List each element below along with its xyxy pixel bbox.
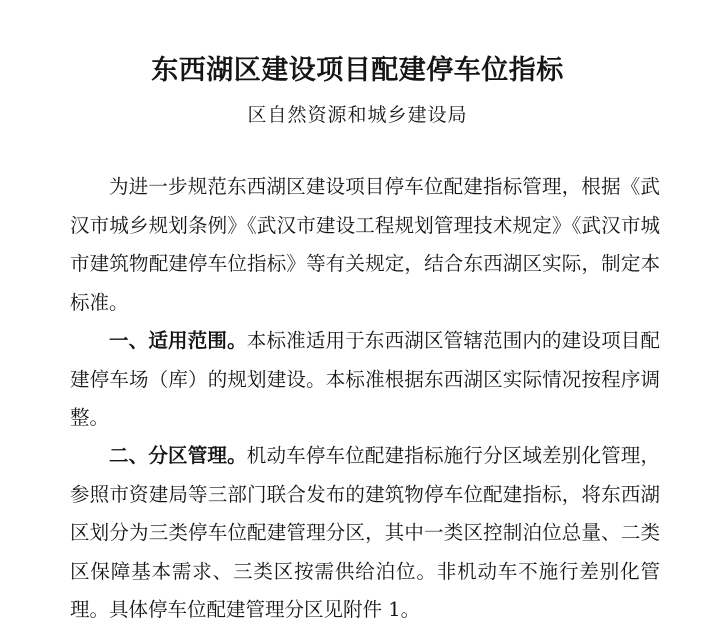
document-title: 东西湖区建设项目配建停车位指标 [151, 55, 564, 86]
document-issuer: 区自然资源和城乡建设局 [247, 104, 468, 126]
section-heading-zoning: 二、分区管理。 [109, 444, 247, 467]
section-paragraph-scope [70, 322, 660, 438]
section-paragraph-zoning [70, 437, 660, 630]
section-text-zoning: 机动车停车位配建指标施行分区域差别化管理，参照市资建局等三部门联合发布的建筑物停车位配建指标，将东西湖区划分为三类停车位配建管理分区，其中一类区控制泊位总量、二类区保障基本需求、三类区按需供给泊位。非机动车不施行差别化管理。具体停车位配建管理分区见附件 1。 [70, 444, 660, 621]
intro-paragraph: 为进一步规范东西湖区建设项目停车位配建指标管理，根据《武汉市城乡规划条例》《武汉市建设工程规划管理技术规定》《武汉市城市建筑物配建停车位指标》等有关规定，结合东西湖区实际，制定本标准。 [70, 175, 660, 314]
section-text-scope: 本标准适用于东西湖区管辖范围内的建设项目配建停车场（库）的规划建设。本标准根据东西湖区实际情况按程序调整。 [70, 329, 660, 429]
section-heading-scope: 一、适用范围。 [109, 329, 247, 352]
